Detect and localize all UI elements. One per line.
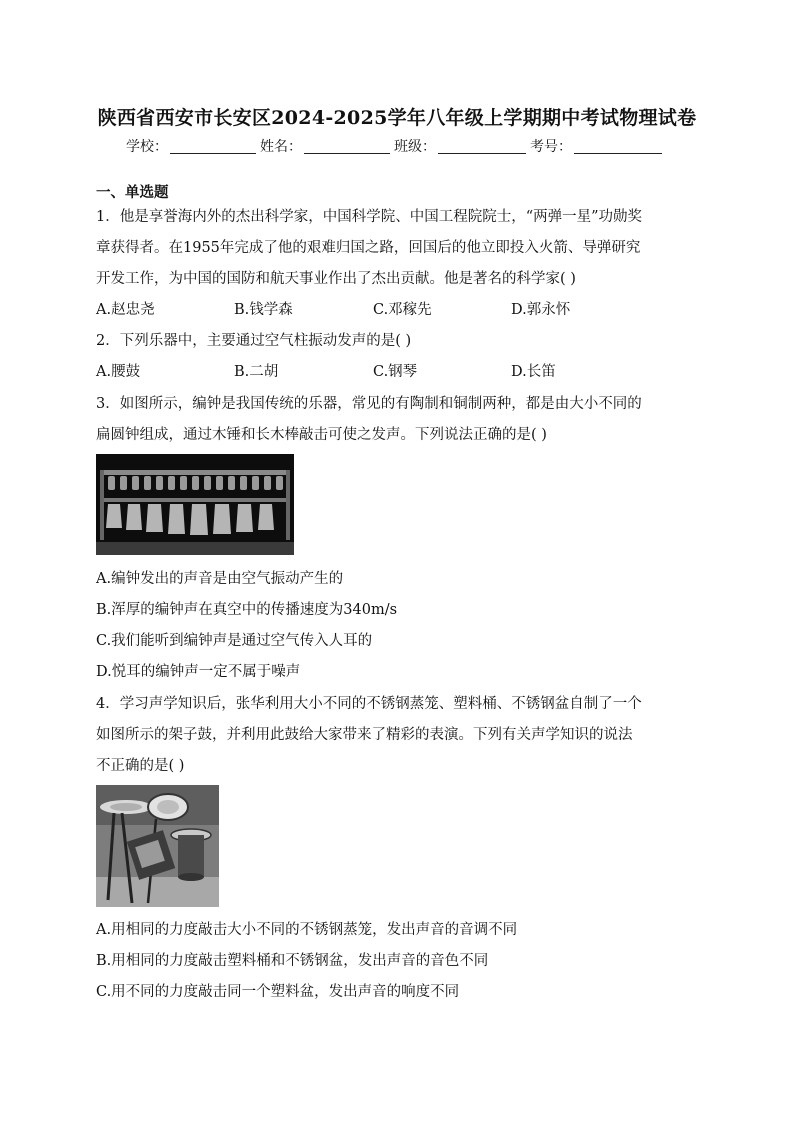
q4-option-c: C.用不同的力度敲击同一个塑料盆，发出声音的响度不同: [96, 984, 460, 1000]
q4-option-a: A.用相同的力度敲击大小不同的不锈钢蒸笼，发出声音的音调不同: [96, 922, 518, 938]
q2-option-a: A.腰鼓: [96, 364, 141, 380]
q4-option-b: B.用相同的力度敲击塑料桶和不锈钢盆，发出声音的音色不同: [96, 953, 489, 969]
q4-line-3: 不正确的是( ): [96, 758, 185, 774]
class-blank[interactable]: [438, 139, 526, 154]
number-label: 考号：: [530, 139, 572, 155]
bianzhong-photo: [96, 454, 294, 555]
q3-line-2: 扁圆钟组成，通过木锤和长木棒敲击可使之发声。下列说法正确的是( ): [96, 427, 547, 443]
q1-line-3: 开发工作，为中国的国防和航天事业作出了杰出贡献。他是著名的科学家( ): [96, 271, 576, 287]
q4-line-1: 4．学习声学知识后，张华利用大小不同的不锈钢蒸笼、塑料桶、不锈钢盆自制了一个: [96, 696, 642, 712]
q2-option-d: D.长笛: [511, 364, 556, 380]
class-label: 班级：: [394, 139, 436, 155]
q1-line-1: 1．他是享誉海内外的杰出科学家，中国科学院、中国工程院院士，“两弹一星”功勋奖: [96, 209, 643, 225]
q3-line-1: 3．如图所示，编钟是我国传统的乐器，常见的有陶制和铜制两种，都是由大小不同的: [96, 396, 642, 412]
q1-option-c: C.邓稼先: [373, 302, 432, 318]
student-info-row: [126, 136, 666, 156]
q2-line-1: 2．下列乐器中，主要通过空气柱振动发声的是( ): [96, 333, 412, 349]
name-blank[interactable]: [304, 139, 390, 154]
q3-option-d: D.悦耳的编钟声一定不属于噪声: [96, 664, 301, 680]
q2-option-b: B.二胡: [234, 364, 279, 380]
q3-option-b: B.浑厚的编钟声在真空中的传播速度为340m/s: [96, 602, 398, 618]
q1-option-d: D.郭永怀: [511, 302, 571, 318]
q4-line-2: 如图所示的架子鼓，并利用此鼓给大家带来了精彩的表演。下列有关声学知识的说法: [96, 727, 633, 743]
drum-kit-photo: [96, 785, 219, 907]
q1-option-a: A.赵忠尧: [96, 302, 155, 318]
school-blank[interactable]: [170, 139, 256, 154]
q1-option-b: B.钱学森: [234, 302, 293, 318]
name-label: 姓名：: [260, 139, 302, 155]
q3-option-c: C.我们能听到编钟声是通过空气传入人耳的: [96, 633, 373, 649]
q1-line-2: 章获得者。在1955年完成了他的艰难归国之路，回国后的他立即投入火箭、导弹研究: [96, 240, 641, 256]
q2-option-c: C.钢琴: [373, 364, 418, 380]
number-blank[interactable]: [574, 139, 662, 154]
school-label: 学校：: [126, 139, 168, 155]
exam-title: 陕西省西安市长安区2024-2025学年八年级上学期期中考试物理试卷: [97, 107, 697, 129]
q3-option-a: A.编钟发出的声音是由空气振动产生的: [96, 571, 344, 587]
section-title: 一、单选题: [96, 184, 169, 201]
